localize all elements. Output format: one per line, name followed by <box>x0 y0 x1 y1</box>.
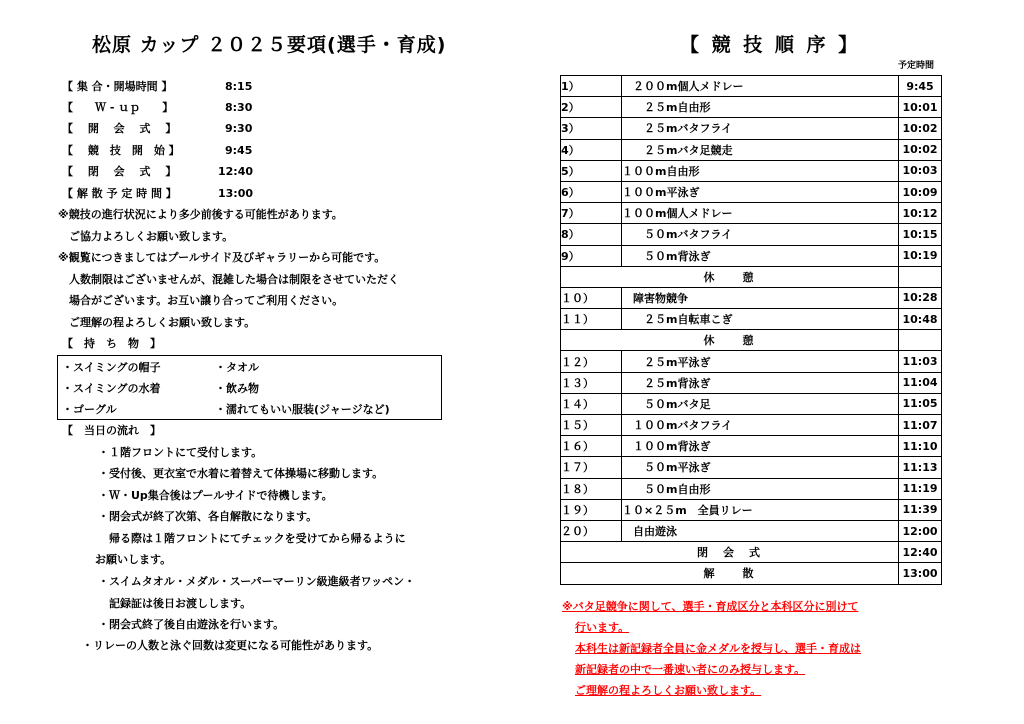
red-note-line: 行います。 <box>575 621 630 634</box>
event-time: 10:19 <box>899 245 942 266</box>
event-number: 1） <box>561 76 622 97</box>
event-time: 11:39 <box>899 499 942 520</box>
event-name: １００mバタフライ <box>622 415 899 436</box>
event-time: 9:45 <box>899 76 942 97</box>
event-row <box>561 309 942 330</box>
event-time: 10:15 <box>899 224 942 245</box>
event-number: １０） <box>561 287 622 308</box>
event-number: １４） <box>561 393 622 414</box>
event-row <box>561 203 942 224</box>
red-note-line: ご理解の程よろしくお願い致します。 <box>575 684 762 697</box>
event-time: 12:00 <box>899 520 942 541</box>
event-number: 3） <box>561 118 622 139</box>
event-time: 13:00 <box>899 563 942 584</box>
flow-line: 記録証は後日お渡しします。 <box>98 597 252 610</box>
time-label: 【 競 技 開 始 】 <box>62 144 180 157</box>
event-number: 9） <box>561 245 622 266</box>
time-value: 12:40 <box>218 165 254 178</box>
break-row <box>561 266 942 287</box>
time-value: 9:30 <box>225 122 253 135</box>
event-time: 10:01 <box>899 97 942 118</box>
event-number: 5） <box>561 160 622 181</box>
event-number: 4） <box>561 139 622 160</box>
event-name: １０×２５m 全員リレー <box>622 499 899 520</box>
event-time: 10:03 <box>899 160 942 181</box>
event-name: ２００m個人メドレー <box>622 76 899 97</box>
flow-line: お願いします。 <box>95 553 172 566</box>
note-line: ご協力よろしくお願い致します。 <box>58 230 234 243</box>
time-value: 8:30 <box>225 101 253 114</box>
event-time: 10:02 <box>899 118 942 139</box>
event-time: 10:02 <box>899 139 942 160</box>
event-row <box>561 287 942 308</box>
break-label: 休 憩 <box>561 330 899 351</box>
event-time <box>899 330 942 351</box>
note-line: ご理解の程よろしくお願い致します。 <box>58 316 256 329</box>
event-order-table <box>560 75 942 585</box>
event-number: １９） <box>561 499 622 520</box>
event-row <box>561 415 942 436</box>
time-value: 13:00 <box>218 187 254 200</box>
break-label: 休 憩 <box>561 266 899 287</box>
event-row <box>561 351 942 372</box>
time-label: 【 閉 会 式 】 <box>62 165 177 178</box>
event-row <box>561 478 942 499</box>
flow-heading: 【 当日の流れ 】 <box>62 424 161 437</box>
event-row <box>561 139 942 160</box>
event-row <box>561 393 942 414</box>
event-time: 11:05 <box>899 393 942 414</box>
event-number: １１） <box>561 309 622 330</box>
break-row <box>561 330 942 351</box>
event-name: 障害物競争 <box>622 287 899 308</box>
event-name: １００m自由形 <box>622 160 899 181</box>
item: ・濡れてもいい服装(ジャージなど) <box>215 403 390 416</box>
red-note-line: 新記録者の中で一番速い者にのみ授与します。 <box>575 663 806 676</box>
event-name: １００m個人メドレー <box>622 203 899 224</box>
event-row <box>561 372 942 393</box>
right-page-title: 【 競 技 順 序 】 <box>680 34 861 56</box>
event-name: ５０m自由形 <box>622 478 899 499</box>
item: ・ゴーグル <box>62 403 117 416</box>
items-heading: 【 持 ち 物 】 <box>62 337 161 350</box>
event-name: ２５m平泳ぎ <box>622 351 899 372</box>
flow-line: ・閉会式が終了次第、各自解散になります。 <box>98 510 318 523</box>
red-note-line: 本科生は新記録者全員に金メダルを授与し、選手・育成は <box>575 642 861 655</box>
event-row <box>561 118 942 139</box>
note-line: 場合がございます。お互い譲り合ってご利用ください。 <box>58 294 344 307</box>
event-name: １００m背泳ぎ <box>622 436 899 457</box>
item: ・飲み物 <box>215 382 259 395</box>
event-time: 10:12 <box>899 203 942 224</box>
note-line: ※競技の進行状況により多少前後する可能性があります。 <box>58 208 343 221</box>
event-number: ２０） <box>561 520 622 541</box>
event-number: １８） <box>561 478 622 499</box>
item: ・スイミングの帽子 <box>62 361 161 374</box>
event-row <box>561 76 942 97</box>
event-number: 8） <box>561 224 622 245</box>
scheduled-time-header: 予定時間 <box>898 61 935 71</box>
flow-line: ・閉会式終了後自由遊泳を行います。 <box>98 618 285 631</box>
event-name: ２５m背泳ぎ <box>622 372 899 393</box>
event-row <box>561 224 942 245</box>
note-line: ※観覧につきましてはプールサイド及びギャラリーから可能です。 <box>58 251 386 264</box>
event-number: １３） <box>561 372 622 393</box>
event-time: 10:48 <box>899 309 942 330</box>
event-name: ５０m平泳ぎ <box>622 457 899 478</box>
event-name: ２５m自転車こぎ <box>622 309 899 330</box>
time-label: 【 Ｗ - ｕｐ 】 <box>62 101 174 114</box>
item: ・タオル <box>215 361 259 374</box>
break-label: 閉 会 式 <box>561 542 899 563</box>
event-name: 自由遊泳 <box>622 520 899 541</box>
break-label: 解 散 <box>561 563 899 584</box>
red-note-line: ※バタ足競争に関して、選手・育成区分と本科区分に別けて <box>562 600 859 613</box>
items-box <box>57 355 442 420</box>
flow-line: 帰る際は１階フロントにてチェックを受けてから帰るように <box>98 532 406 545</box>
event-time: 11:04 <box>899 372 942 393</box>
event-row <box>561 97 942 118</box>
flow-line: ・スイムタオル・メダル・スーパーマーリン級進級者ワッペン・ <box>98 575 416 588</box>
event-name: １００m平泳ぎ <box>622 181 899 202</box>
note-line: 人数制限はございませんが、混雑した場合は制限をさせていただく <box>58 273 399 286</box>
event-time: 12:40 <box>899 542 942 563</box>
flow-line: ・１階フロントにて受付します。 <box>98 446 263 459</box>
break-row <box>561 563 942 584</box>
event-time: 11:19 <box>899 478 942 499</box>
event-row <box>561 457 942 478</box>
event-number: 7） <box>561 203 622 224</box>
event-time: 11:07 <box>899 415 942 436</box>
flow-line: ・Ｗ・Up集合後はプールサイドで待機します。 <box>98 489 333 502</box>
time-value: 8:15 <box>225 80 253 93</box>
item: ・スイミングの水着 <box>62 382 161 395</box>
event-number: １２） <box>561 351 622 372</box>
event-time: 10:09 <box>899 181 942 202</box>
flow-line: ・リレーの人数と泳ぐ回数は変更になる可能性があります。 <box>82 639 379 652</box>
event-number: 6） <box>561 181 622 202</box>
event-time: 11:13 <box>899 457 942 478</box>
left-page-title: 松原 カップ ２０２５要項(選手・育成) <box>92 34 447 56</box>
event-name: ５０mバタ足 <box>622 393 899 414</box>
event-row <box>561 245 942 266</box>
event-row <box>561 520 942 541</box>
event-row <box>561 181 942 202</box>
event-name: ５０m背泳ぎ <box>622 245 899 266</box>
time-label: 【 開 会 式 】 <box>62 122 177 135</box>
event-number: １５） <box>561 415 622 436</box>
break-row <box>561 542 942 563</box>
event-time: 11:03 <box>899 351 942 372</box>
event-time: 10:28 <box>899 287 942 308</box>
event-time <box>899 266 942 287</box>
time-value: 9:45 <box>225 144 253 157</box>
time-label: 【 集 合・開場時間 】 <box>62 80 173 93</box>
event-time: 11:10 <box>899 436 942 457</box>
event-name: ２５mバタフライ <box>622 118 899 139</box>
flow-line: ・受付後、更衣室で水着に着替えて体操場に移動します。 <box>98 467 384 480</box>
time-label: 【 解 散 予 定 時 間 】 <box>62 187 177 200</box>
event-row <box>561 160 942 181</box>
event-number: １６） <box>561 436 622 457</box>
event-row <box>561 499 942 520</box>
event-row <box>561 436 942 457</box>
event-number: 2） <box>561 97 622 118</box>
event-name: ５０mバタフライ <box>622 224 899 245</box>
event-number: １７） <box>561 457 622 478</box>
event-name: ２５mバタ足競走 <box>622 139 899 160</box>
event-name: ２５m自由形 <box>622 97 899 118</box>
